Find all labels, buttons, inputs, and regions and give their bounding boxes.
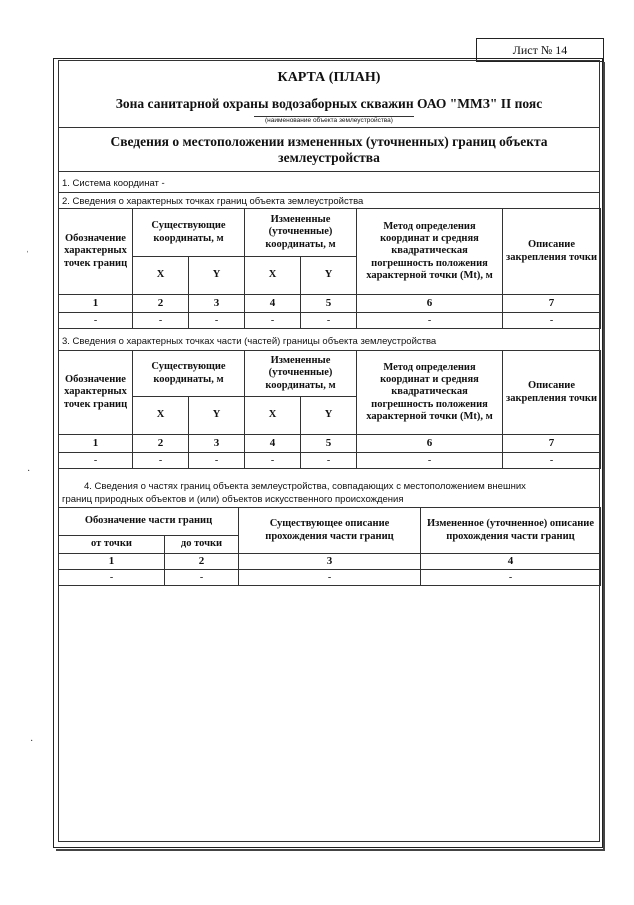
section-title-line-1: Сведения о местоположении измененных (уточненных) границ объекта [110,134,548,149]
column-number: 2 [133,435,189,453]
table-cell: - [59,313,133,329]
column-number: 4 [421,554,601,570]
header-existing-coordinates: Существующие координаты, м [133,209,245,257]
section-2-heading: 2. Сведения о характерных точках границ объекта землеустройства [62,196,364,207]
table-cell: - [301,453,357,469]
section-4-heading-line-2: границ природных объектов и (или) объектов искусственного происхождения [62,494,404,505]
table-cell: - [357,453,503,469]
header-y: Y [301,397,357,435]
header-point-designation: Обозначение характерных точек границ [59,351,133,435]
table-cell: - [239,570,421,586]
column-number: 1 [59,554,165,570]
section-4-heading-line-1: 4. Сведения о частях границ объекта землеустройства, совпадающих с местоположением внешних [84,481,526,492]
header-method: Метод определения координат и средняя квадратическая погрешность положения характерной точки (Mt), м [357,209,503,295]
sheet-number: Лист № 14 [476,38,604,62]
scan-mark: · [27,466,31,477]
table-cell: - [189,313,245,329]
boundary-points-table [58,208,601,329]
header-from-point: от точки [59,536,165,554]
table-cell: - [59,453,133,469]
table-cell: - [301,313,357,329]
column-number: 3 [189,295,245,313]
scan-mark: ˈ [26,250,30,261]
header-method: Метод определения координат и средняя квадратическая погрешность положения характерной точки (Mt), м [357,351,503,435]
table-cell: - [245,313,301,329]
boundary-parts-table [58,507,601,586]
column-number: 1 [59,435,133,453]
header-changed-coordinates: Измененные (уточненные) координаты, м [245,351,357,397]
table-cell: - [245,453,301,469]
table-cell: - [165,570,239,586]
frame-shadow-right [603,62,605,851]
divider [58,127,600,128]
table-cell: - [503,453,601,469]
table-cell: - [357,313,503,329]
table-cell: - [421,570,601,586]
column-number: 6 [357,435,503,453]
column-number: 7 [503,295,601,313]
object-caption: (наименование объекта землеустройства) [265,117,393,124]
header-existing-description: Существующее описание прохождения части границ [239,508,421,554]
column-number: 7 [503,435,601,453]
header-x: X [133,397,189,435]
column-number: 6 [357,295,503,313]
header-existing-coordinates: Существующие координаты, м [133,351,245,397]
table-cell: - [189,453,245,469]
header-x: X [245,257,301,295]
table-cell: - [503,313,601,329]
column-number: 3 [239,554,421,570]
coordinate-system-text: 1. Система координат - [62,178,165,189]
section-title-line-2: землеустройства [278,150,380,165]
header-x: X [245,397,301,435]
scan-mark: · [30,736,34,747]
part-boundary-points-table [58,350,601,469]
column-number: 5 [301,295,357,313]
header-point-designation: Обозначение характерных точек границ [59,209,133,295]
header-to-point: до точки [165,536,239,554]
header-changed-description: Измененное (уточненное) описание прохождения части границ [421,508,601,554]
column-number: 4 [245,435,301,453]
column-number: 2 [165,554,239,570]
section-3-heading: 3. Сведения о характерных точках части (частей) границы объекта землеустройства [62,336,437,347]
header-y: Y [189,397,245,435]
table-cell: - [133,453,189,469]
column-number: 4 [245,295,301,313]
object-name: Зона санитарной охраны водозаборных скважин ОАО "ММЗ" II пояс [115,96,543,111]
column-number: 3 [189,435,245,453]
header-y: Y [301,257,357,295]
column-number: 2 [133,295,189,313]
column-number: 1 [59,295,133,313]
table-cell: - [59,570,165,586]
header-description: Описание закрепления точки [503,209,601,295]
page-title: КАРТА (ПЛАН) [277,70,381,85]
header-y: Y [189,257,245,295]
header-changed-coordinates: Измененные (уточненные) координаты, м [245,209,357,257]
divider [58,192,600,193]
frame-shadow [56,849,605,851]
header-description: Описание закрепления точки [503,351,601,435]
header-part-designation: Обозначение части границ [59,508,239,536]
column-number: 5 [301,435,357,453]
divider [58,171,600,172]
table-cell: - [133,313,189,329]
header-x: X [133,257,189,295]
